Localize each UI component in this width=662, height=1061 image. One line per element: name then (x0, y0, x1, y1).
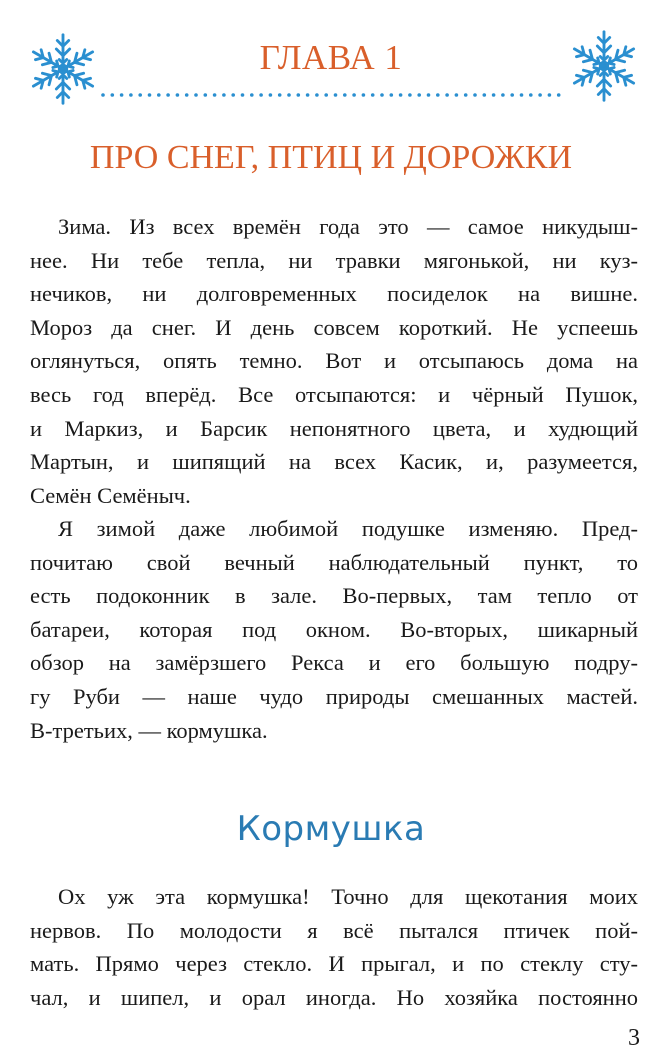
text-line: батареи, которая под окном. Во-вторых, шикарный (30, 616, 638, 642)
dotted-divider (100, 92, 568, 98)
text-line: Ох уж эта кормушка! Точно для щекотания моих (58, 884, 638, 909)
text-line: мать. Прямо через стекло. И прыгал, и по стеклу сту- (30, 951, 638, 977)
text-line: Мартын, и шипящий на всех Касик, и, разумеется, (30, 449, 638, 475)
chapter-label: ГЛАВА 1 (259, 38, 403, 77)
text-line: В-третьих, — кормушка. (30, 717, 268, 743)
text-line: нее. Ни тебе тепла, ни травки мягонькой, ни куз- (30, 247, 638, 273)
text-line: нечиков, ни долговременных посиделок на вишне. (30, 281, 638, 307)
section-title: Кормушка (236, 809, 426, 849)
text-line: обзор на замёрзшего Рекса и его большую подру- (30, 650, 638, 676)
text-line: Мороз да снег. И день совсем короткий. Не успеешь (30, 314, 638, 340)
text-line: гу Руби — наше чудо природы смешанных мастей. (30, 683, 638, 709)
text-line: и Маркиз, и Барсик непонятного цвета, и худющий (30, 415, 638, 441)
text-line: почитаю свой вечный наблюдательный пункт, то (30, 549, 638, 575)
paragraph-3 (30, 880, 638, 1014)
chapter-title: ПРО СНЕГ, ПТИЦ И ДОРОЖКИ (89, 139, 573, 176)
text-line: Семён Семёныч. (30, 482, 191, 508)
text-line: нервов. По молодости я всё пытался птичек пой- (30, 917, 638, 943)
text-line: есть подоконник в зале. Во-первых, там тепло от (30, 583, 638, 609)
text-line: чал, и шипел, и орал иногда. Но хозяйка постоянно (30, 984, 638, 1010)
text-line: оглянуться, опять темно. Вот и отсыпаюсь дома на (30, 348, 638, 374)
text-line: весь год вперёд. Все отсыпаются: и чёрный Пушок, (30, 381, 638, 407)
paragraph-1 (30, 210, 638, 512)
text-line: Я зимой даже любимой подушке изменяю. Пред- (58, 516, 638, 541)
paragraph-2 (30, 512, 638, 747)
page-number: 3 (628, 1025, 640, 1051)
text-line: Зима. Из всех времён года это — самое никудыш- (58, 214, 638, 239)
